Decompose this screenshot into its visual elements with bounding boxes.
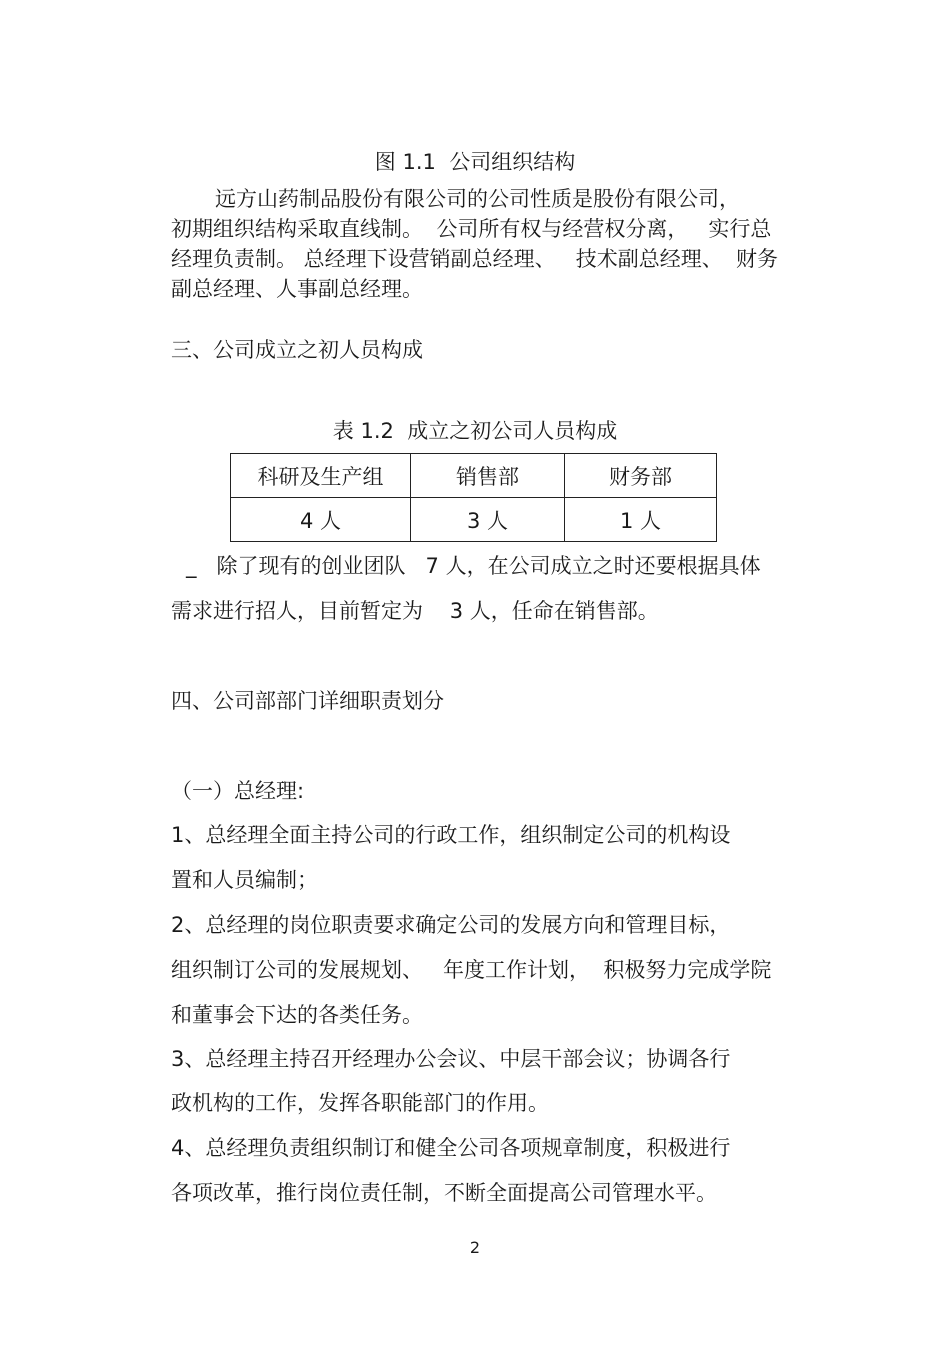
intro-line-2: 初期组织结构采取直线制。 公司所有权与经营权分离， 实行总 — [171, 217, 772, 241]
staff-note-line-1: _ 除了现有的创业团队 7 人，在公司成立之时还要根据具体 — [186, 554, 761, 578]
section-3-heading: 三、公司成立之初人员构成 — [171, 338, 423, 362]
subsection-heading: （一）总经理: — [171, 779, 305, 803]
duty-2-line-3: 和董事会下达的各类任务。 — [171, 1003, 423, 1027]
duty-4-line-2: 各项改革，推行岗位责任制，不断全面提高公司管理水平。 — [171, 1181, 717, 1205]
duty-2-line-1: 2、总经理的岗位职责要求确定公司的发展方向和管理目标， — [171, 913, 731, 937]
table-caption: 表 1.2 成立之初公司人员构成 — [332, 419, 618, 443]
table-header-cell: 科研及生产组 — [231, 454, 411, 498]
table-cell: 4 人 — [231, 498, 411, 542]
duty-1-line-2: 置和人员编制； — [171, 868, 318, 892]
table-header-row — [231, 454, 717, 498]
figure-caption: 图 1.1 公司组织结构 — [374, 150, 576, 174]
intro-line-1: 远方山药制品股份有限公司的公司性质是股份有限公司， — [215, 187, 740, 211]
table-header-cell: 财务部 — [565, 454, 717, 498]
intro-line-4: 副总经理、人事副总经理。 — [171, 277, 423, 301]
staff-table — [230, 453, 717, 542]
table-row — [231, 498, 717, 542]
duty-3-line-2: 政机构的工作，发挥各职能部门的作用。 — [171, 1091, 549, 1115]
duty-3-line-1: 3、总经理主持召开经理办公会议、中层干部会议；协调各行 — [171, 1047, 731, 1071]
intro-line-3: 经理负责制。 总经理下设营销副总经理、 技术副总经理、 财务 — [171, 247, 779, 271]
table-cell: 3 人 — [411, 498, 565, 542]
table-cell: 1 人 — [565, 498, 717, 542]
table-header-cell: 销售部 — [411, 454, 565, 498]
page-number: 2 — [469, 1238, 481, 1257]
section-4-heading: 四、公司部部门详细职责划分 — [171, 689, 444, 713]
staff-note-line-2: 需求进行招人，目前暂定为 3 人，任命在销售部。 — [171, 599, 659, 623]
duty-4-line-1: 4、总经理负责组织制订和健全公司各项规章制度，积极进行 — [171, 1136, 731, 1160]
duty-1-line-1: 1、总经理全面主持公司的行政工作，组织制定公司的机构设 — [171, 823, 731, 847]
duty-2-line-2: 组织制订公司的发展规划、 年度工作计划， 积极努力完成学院 — [171, 958, 772, 982]
